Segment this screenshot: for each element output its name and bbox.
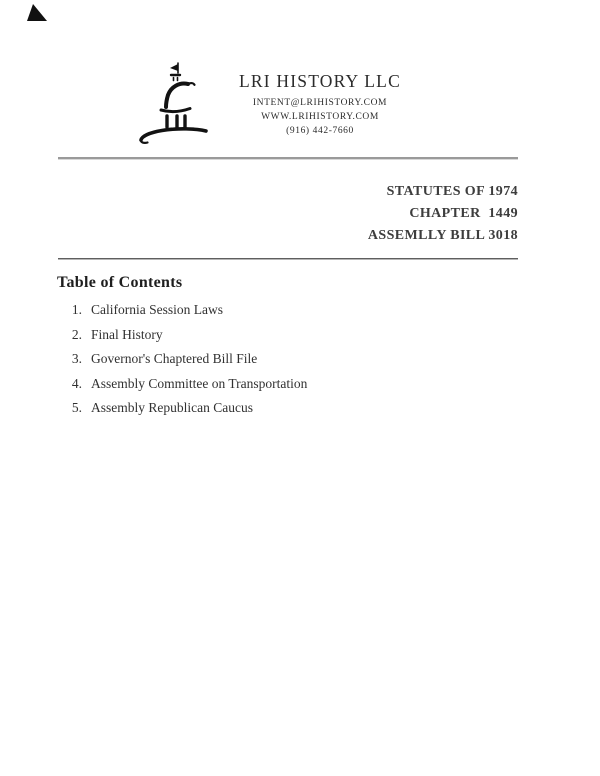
toc-item-number: 2. <box>71 326 82 342</box>
company-website: WWW.LRIHISTORY.COM <box>261 112 379 122</box>
toc-item-label: California Session Laws <box>91 302 223 317</box>
statutes-year-line: STATUTES OF 1974 <box>386 184 518 199</box>
capitol-dome-sketch-icon <box>138 60 214 152</box>
toc-item <box>68 377 307 391</box>
company-header <box>220 70 420 138</box>
page-corner-fold-icon <box>26 3 50 23</box>
toc-item-label: Final History <box>91 326 163 342</box>
toc-item-number: 3. <box>71 351 82 366</box>
toc-item-label: Assembly Committee on Transportation <box>91 375 308 391</box>
header-divider <box>58 157 518 159</box>
toc-item <box>68 328 307 342</box>
toc-item-label: Assembly Republican Caucus <box>91 400 253 415</box>
toc-item-number: 1. <box>71 302 82 317</box>
company-phone: (916) 442-7660 <box>286 126 354 136</box>
toc-item <box>68 303 307 317</box>
company-email: INTENT@LRIHISTORY.COM <box>252 98 388 108</box>
toc-item-number: 4. <box>71 375 82 391</box>
statutes-divider <box>58 258 518 259</box>
chapter-line: CHAPTER 1449 <box>409 206 518 221</box>
toc-item-number: 5. <box>71 400 82 415</box>
toc-title: Table of Contents <box>57 274 183 291</box>
toc-item <box>68 352 307 366</box>
toc-item <box>68 401 307 415</box>
statutes-block <box>368 181 518 247</box>
toc-item-label: Governor's Chaptered Bill File <box>91 351 258 366</box>
assembly-bill-line: ASSEMLLY BILL 3018 <box>367 228 518 243</box>
toc-list <box>68 303 307 426</box>
company-name: LRI HISTORY LLC <box>239 71 401 91</box>
